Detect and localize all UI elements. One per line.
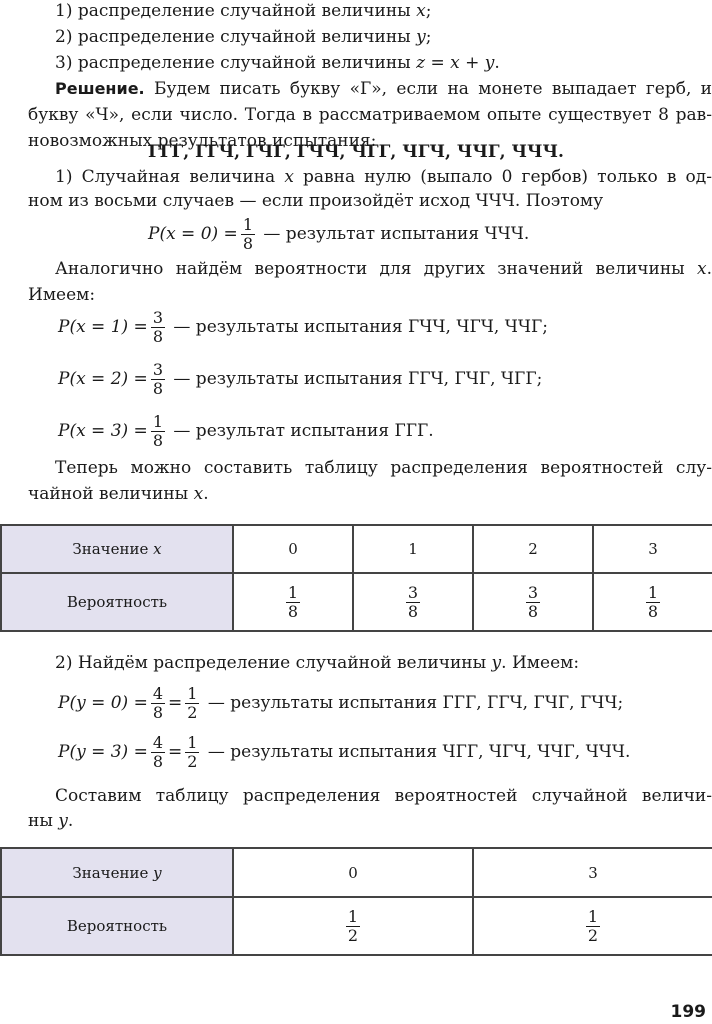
- fraction: [151, 685, 165, 722]
- label: Значение: [72, 863, 154, 882]
- value-cell: 0: [233, 525, 353, 573]
- numerator: 3: [407, 582, 419, 602]
- punct: .: [494, 53, 500, 73]
- var: x: [284, 167, 294, 187]
- denominator: 2: [347, 925, 359, 945]
- formula-lhs: P(x = 1) =: [58, 317, 148, 337]
- table-row: [1, 897, 712, 955]
- var: y: [153, 863, 162, 882]
- formula: [58, 309, 548, 346]
- prob-cell: [473, 897, 712, 955]
- outcomes-list: ГГГ, ГГЧ, ГЧГ, ГЧЧ, ЧГГ, ЧГЧ, ЧЧГ, ЧЧЧ.: [148, 142, 564, 162]
- list-item: [55, 26, 431, 48]
- denominator: 8: [407, 601, 419, 621]
- denominator: 8: [152, 752, 164, 771]
- formula-text: — результат испытания ЧЧЧ.: [263, 224, 530, 244]
- formula: [58, 361, 542, 398]
- row-header: Вероятность: [1, 573, 233, 631]
- numerator: 1: [242, 215, 253, 234]
- denominator: 2: [187, 752, 198, 771]
- row-header: [1, 525, 233, 573]
- fraction: [241, 216, 255, 253]
- numerator: 1: [587, 906, 599, 926]
- numerator: 3: [152, 360, 163, 379]
- prob-cell: [593, 573, 712, 631]
- numerator: 3: [527, 582, 539, 602]
- list-item: [55, 0, 431, 22]
- denominator: 2: [587, 925, 599, 945]
- item-text: 1) распределение случайной величины: [55, 1, 417, 21]
- formula-text: — результат испытания ГГГ.: [173, 421, 434, 441]
- denominator: 8: [242, 234, 253, 253]
- page-number: 199: [670, 1002, 706, 1022]
- row-header: [1, 848, 233, 897]
- formula: P(y = 3) = $\frac{4}{8}$ = $\frac{1}{2}$ — результаты испытания ЧГГ, ЧГЧ, ЧЧГ, ЧЧЧ.: [58, 733, 631, 771]
- value-cell: 3: [593, 525, 712, 573]
- formula-text: — результаты испытания ГГГ, ГГЧ, ГЧГ, ГЧЧ;: [207, 693, 624, 713]
- denominator: 2: [187, 703, 198, 722]
- prob-cell: [233, 897, 473, 955]
- numerator: 1: [647, 582, 659, 602]
- var: z = x + y: [416, 53, 495, 73]
- numerator: 1: [287, 582, 299, 602]
- text: 2) Найдём распределение случайной величины: [55, 653, 492, 673]
- denominator: 8: [527, 601, 539, 621]
- denominator: 8: [647, 601, 659, 621]
- text: . Имеем:: [501, 653, 580, 673]
- formula-lhs: P(x = 2) =: [58, 369, 148, 389]
- text-line: ны y.: [28, 811, 74, 831]
- formula-lhs: P(x = 0) =: [148, 224, 238, 244]
- denominator: 8: [287, 601, 299, 621]
- var: y: [416, 27, 426, 47]
- fraction: [406, 584, 420, 621]
- text: чайной величины: [28, 484, 194, 504]
- distribution-table-y: [0, 847, 712, 956]
- text-line: новозможных результатов испытания:: [28, 131, 377, 151]
- text-line: [55, 166, 712, 188]
- label: Значение: [72, 540, 154, 558]
- text: Будем писать букву «Г», если на монете выпадает герб, и: [153, 79, 712, 99]
- text-line: чайной величины x.: [28, 484, 209, 504]
- text-line: Теперь можно составить таблицу распределения вероятностей слу-: [55, 458, 712, 478]
- list-item: [55, 52, 500, 74]
- text-line: Составим таблицу распределения вероятностей случайной величи-: [55, 786, 712, 806]
- value-cell: 0: [233, 848, 473, 897]
- text: ны: [28, 811, 59, 831]
- denominator: 8: [152, 431, 163, 450]
- formula: [58, 413, 434, 450]
- fraction: [185, 734, 199, 771]
- fraction: [646, 584, 660, 621]
- formula: P(y = 0) = $\frac{4}{8}$ = $\frac{1}{2}$ — результаты испытания ГГГ, ГГЧ, ГЧГ, ГЧЧ;: [58, 684, 624, 722]
- fraction: [586, 908, 600, 945]
- fraction: [526, 584, 540, 621]
- item-text: 2) распределение случайной величины: [55, 27, 417, 47]
- fraction: [286, 584, 300, 621]
- text: Аналогично найдём вероятности для других значений величины: [55, 259, 697, 279]
- fraction: [151, 413, 165, 450]
- numerator: 4: [152, 684, 164, 703]
- text: 1) Случайная величина: [55, 167, 285, 187]
- value-cell: 2: [473, 525, 593, 573]
- numerator: 1: [152, 412, 163, 431]
- text-line: Имеем:: [28, 285, 96, 305]
- formula-lhs: P(x = 3) =: [58, 421, 148, 441]
- text-line: [55, 652, 579, 674]
- numerator: 3: [152, 308, 163, 327]
- formula-text: — результаты испытания ЧГГ, ЧГЧ, ЧЧГ, ЧЧЧ.: [207, 742, 631, 762]
- text-line: букву «Ч», если число. Тогда в рассматриваемом опыте существует 8 рав-: [28, 105, 712, 125]
- numerator: 1: [187, 733, 198, 752]
- table-row: [1, 525, 712, 573]
- text: равна нулю (выпало 0 гербов) только в од-: [293, 167, 712, 187]
- solution-line: [55, 78, 712, 100]
- punct: .: [706, 259, 712, 279]
- formula-lhs: P(y = 0) =: [58, 693, 148, 713]
- formula: [148, 216, 529, 253]
- numerator: 1: [347, 906, 359, 926]
- prob-cell: [473, 573, 593, 631]
- punct: ;: [425, 27, 432, 47]
- value-cell: 1: [353, 525, 473, 573]
- table-row: [1, 848, 712, 897]
- value-cell: 3: [473, 848, 712, 897]
- denominator: 8: [152, 703, 164, 722]
- formula-text: — результаты испытания ГЧЧ, ЧГЧ, ЧЧГ;: [173, 317, 548, 337]
- text-line: ном из восьми случаев — если произойдёт исход ЧЧЧ. Поэтому: [28, 191, 604, 211]
- solution-label: Решение.: [55, 79, 145, 98]
- var: x: [153, 540, 162, 558]
- text-line: [55, 258, 712, 280]
- fraction: [151, 361, 165, 398]
- fraction: [151, 734, 165, 771]
- var: y: [58, 811, 68, 831]
- prob-cell: [233, 573, 353, 631]
- formula-text: — результаты испытания ГГЧ, ГЧГ, ЧГГ;: [173, 369, 543, 389]
- formula-lhs: P(y = 3) =: [58, 742, 148, 762]
- table-row: [1, 573, 712, 631]
- fraction: [185, 685, 199, 722]
- var: x: [193, 484, 204, 504]
- denominator: 8: [152, 379, 163, 398]
- var: x: [416, 1, 426, 21]
- item-text: 3) распределение случайной величины: [55, 53, 417, 73]
- numerator: 1: [187, 684, 198, 703]
- var: x: [697, 259, 707, 279]
- row-header: Вероятность: [1, 897, 233, 955]
- prob-cell: [353, 573, 473, 631]
- punct: ;: [425, 1, 432, 21]
- fraction: [346, 908, 360, 945]
- var: y: [491, 653, 502, 673]
- numerator: 4: [152, 733, 164, 752]
- denominator: 8: [152, 327, 163, 346]
- fraction: [151, 309, 165, 346]
- distribution-table-x: [0, 524, 712, 632]
